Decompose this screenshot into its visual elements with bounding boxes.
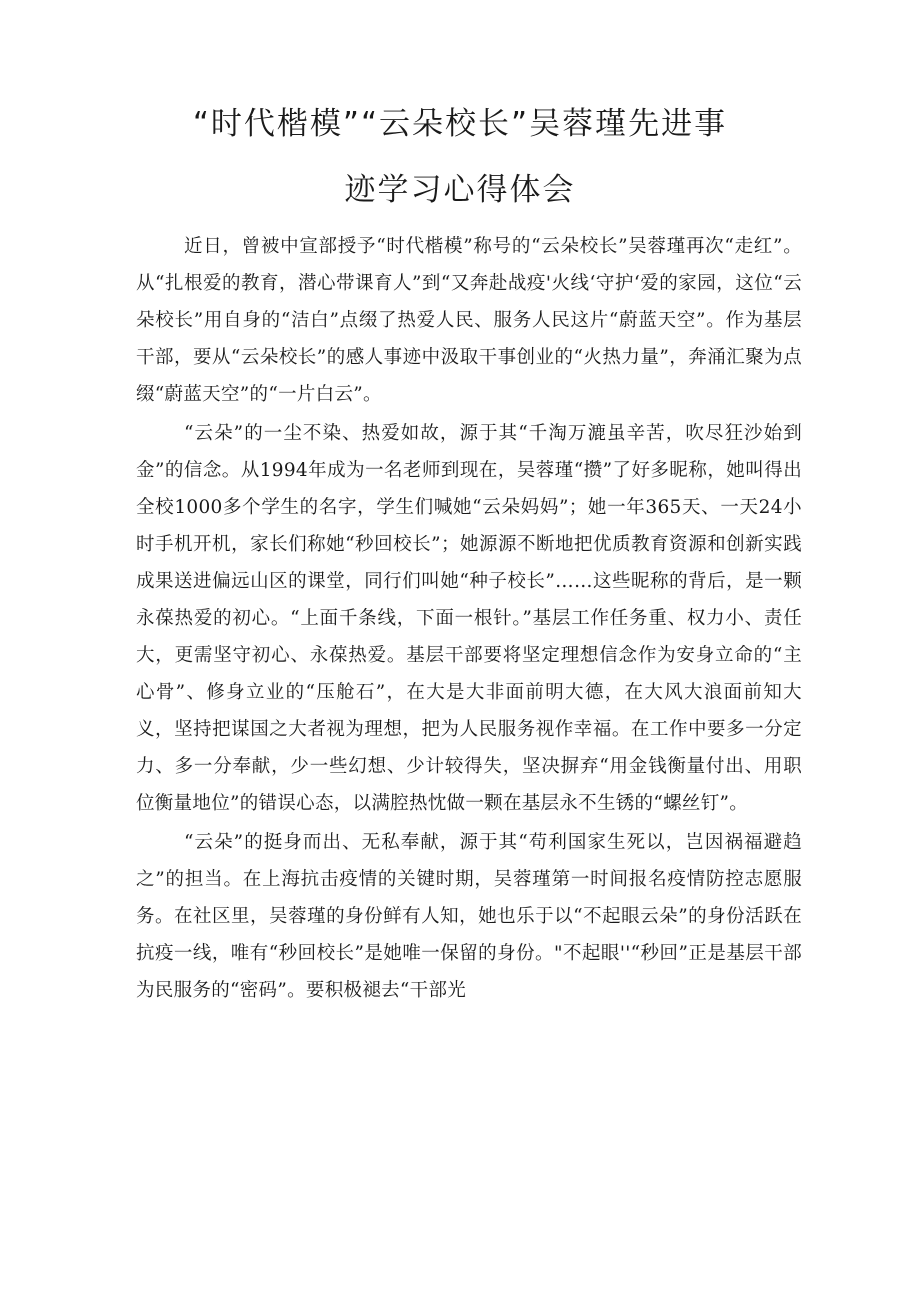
document-body [136, 228, 802, 1009]
document-title-line-2: 迹学习心得体会 [344, 172, 576, 208]
document-title-line-1: “时代楷模”“云朵校长”吴蓉瑾先进事 [192, 106, 728, 142]
paragraph-2: “云朵”的一尘不染、热爱如故，源于其“千淘万漉虽辛苦，吹尽狂沙始到金”的信念。从1994年成为一名老师到现在，吴蓉瑾“攒”了好多昵称，她叫得出全校1000多个学生的名字，学生们喊她“云朵妈妈”；她一年365天、一天24小时手机开机，家长们称她“秒回校长”；她源源不断地把优质教育资源和创新实践成果送进偏远山区的课堂，同行们叫她“种子校长”……这些昵称的背后，是一颗永葆热爱的初心。“上面千条线，下面一根针。”基层工作任务重、权力小、责任大，更需坚守初心、永葆热爱。基层干部要将坚定理想信念作为安身立命的“主心骨”、修身立业的“压舱石”，在大是大非面前明大德，在大风大浪面前知大义，坚持把谋国之大者视为理想，把为人民服务视作幸福。在工作中要多一分定力、多一分奉献，少一些幻想、少计较得失，坚决摒弃“用金钱衡量付出、用职位衡量地位”的错误心态，以满腔热忱做一颗在基层永不生锈的“螺丝钉”。 [136, 423, 802, 814]
paragraph-1: 近日，曾被中宣部授予“时代楷模”称号的“云朵校长”吴蓉瑾再次“走红”。从“扎根爱的教育，潜心带课育人”到“又奔赴战疫'火线‘守护‘爱的家园，这位“云朵校长”用自身的“洁白”点缀了热爱人民、服务人民这片“蔚蓝天空”。作为基层干部，要从“云朵校长”的感人事迹中汲取干事创业的“火热力量”，奔涌汇聚为点缀“蔚蓝天空”的“一片白云”。 [136, 236, 802, 405]
paragraph-3: “云朵”的挺身而出、无私奉献，源于其“苟利国家生死以，岂因祸福避趋之”的担当。在上海抗击疫情的关键时期，吴蓉瑾第一时间报名疫情防控志愿服务。在社区里，吴蓉瑾的身份鲜有人知，她也乐于以“不起眼云朵”的身份活跃在抗疫一线，唯有“秒回校长”是她唯一保留的身份。"不起眼''“秒回”正是基层干部为民服务的“密码”。要积极褪去“干部光 [136, 832, 802, 1001]
